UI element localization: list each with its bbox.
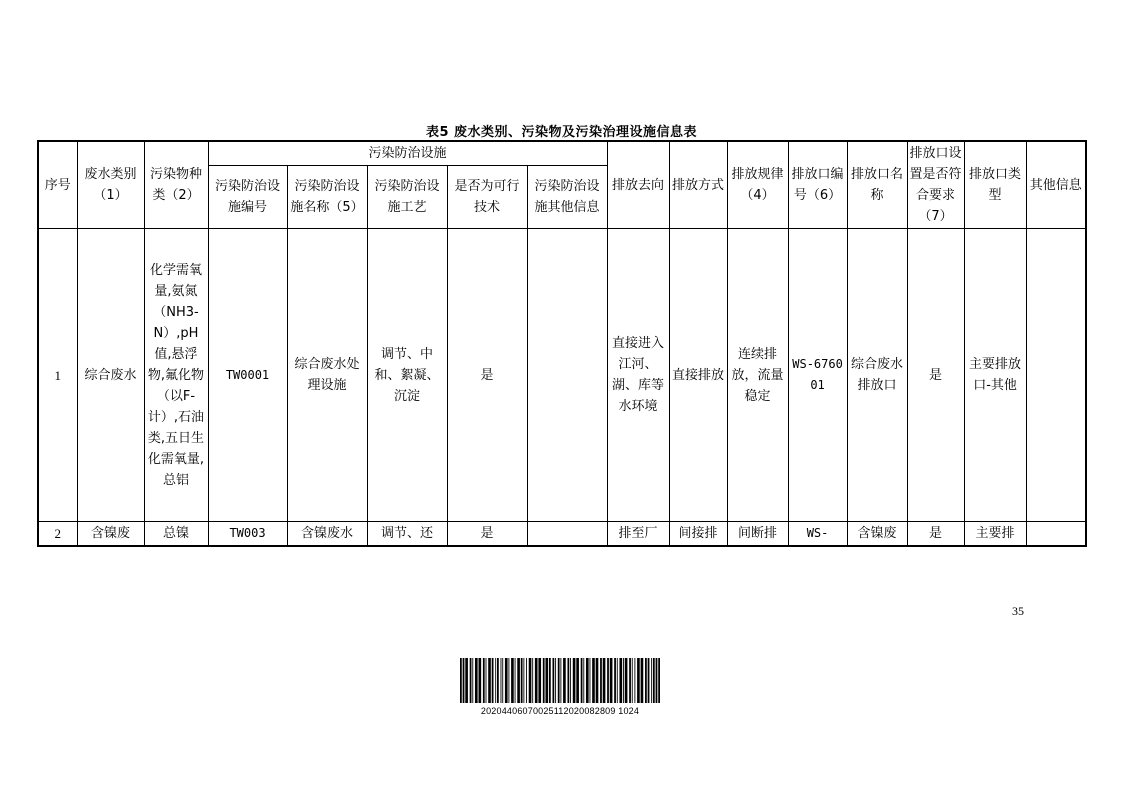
- cell-outlet-type: 主要排: [964, 522, 1026, 547]
- barcode-number: 20204406070025112020082809 1024: [480, 706, 640, 716]
- header-discharge-rule: 排放规律（4）: [727, 141, 788, 229]
- cell-facility-no: TW003: [208, 522, 287, 547]
- table-title: 表5 废水类别、污染物及污染治理设施信息表: [425, 125, 698, 140]
- cell-pollutant-type: 化学需氧量,氨氮（NH3-N）,pH值,悬浮物,氟化物（以F-计）,石油类,五日生化需氧量,总铝: [144, 229, 208, 522]
- cell-outlet-name: 综合废水排放口: [847, 229, 907, 522]
- cell-facility-other: [527, 229, 607, 522]
- table-row: [38, 522, 1086, 547]
- header-facility-name: 污染防治设施名称（5）: [287, 166, 367, 229]
- cell-outlet-compliant: 是: [907, 229, 964, 522]
- page-number: 35: [1012, 604, 1024, 618]
- cell-facility-name: 含镍废水: [287, 522, 367, 547]
- header-facility-no: 污染防治设施编号: [208, 166, 287, 229]
- header-discharge-mode: 排放方式: [669, 141, 727, 229]
- header-pollutant-type: 污染物种类（2）: [144, 141, 208, 229]
- cell-feasible-tech: 是: [447, 229, 527, 522]
- cell-other-info: [1026, 522, 1086, 547]
- cell-discharge-rule: 连续排放，流量稳定: [727, 229, 788, 522]
- wastewater-info-table: [37, 140, 1087, 547]
- cell-outlet-compliant: 是: [907, 522, 964, 547]
- header-other-info: 其他信息: [1026, 141, 1086, 229]
- cell-discharge-rule: 间断排: [727, 522, 788, 547]
- header-discharge-dest: 排放去向: [607, 141, 669, 229]
- header-facility-other: 污染防治设施其他信息: [527, 166, 607, 229]
- cell-feasible-tech: 是: [447, 522, 527, 547]
- cell-wastewater-type: 综合废水: [77, 229, 144, 522]
- cell-discharge-mode: 直接排放: [669, 229, 727, 522]
- cell-facility-process: 调节、中和、絮凝、沉淀: [367, 229, 447, 522]
- cell-seq: 2: [38, 522, 77, 547]
- cell-outlet-no: WS-: [788, 522, 847, 547]
- cell-discharge-dest: 直接进入江河、湖、库等水环境: [607, 229, 669, 522]
- header-outlet-no: 排放口编号（6）: [788, 141, 847, 229]
- cell-seq: 1: [38, 229, 77, 522]
- barcode-image: [460, 658, 660, 703]
- header-seq: 序号: [38, 141, 77, 229]
- cell-discharge-dest: 排至厂: [607, 522, 669, 547]
- cell-facility-no: TW0001: [208, 229, 287, 522]
- cell-outlet-type: 主要排放口-其他: [964, 229, 1026, 522]
- table-row: [38, 229, 1086, 522]
- header-outlet-compliant: 排放口设置是否符合要求（7）: [907, 141, 964, 229]
- cell-other-info: [1026, 229, 1086, 522]
- header-outlet-type: 排放口类型: [964, 141, 1026, 229]
- cell-wastewater-type: 含镍废: [77, 522, 144, 547]
- header-wastewater-type: 废水类别（1）: [77, 141, 144, 229]
- cell-outlet-name: 含镍废: [847, 522, 907, 547]
- cell-discharge-mode: 间接排: [669, 522, 727, 547]
- header-facility-group: 污染防治设施: [208, 141, 607, 166]
- header-outlet-name: 排放口名称: [847, 141, 907, 229]
- cell-pollutant-type: 总镍: [144, 522, 208, 547]
- header-facility-process: 污染防治设施工艺: [367, 166, 447, 229]
- cell-outlet-no: WS-676001: [788, 229, 847, 522]
- header-feasible-tech: 是否为可行技术: [447, 166, 527, 229]
- cell-facility-process: 调节、还: [367, 522, 447, 547]
- cell-facility-name: 综合废水处理设施: [287, 229, 367, 522]
- cell-facility-other: [527, 522, 607, 547]
